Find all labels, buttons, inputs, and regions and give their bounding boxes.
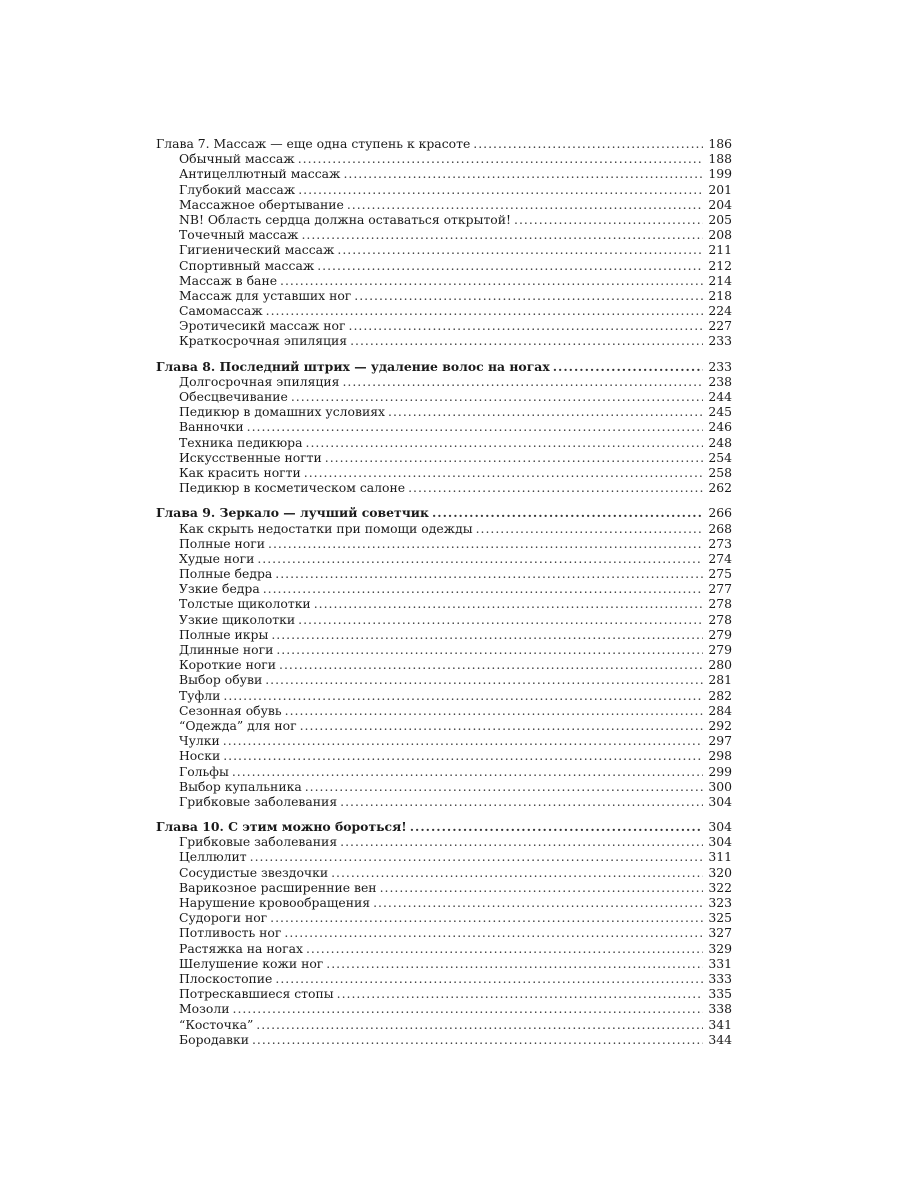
- entry-title: Точечный массаж: [179, 227, 299, 243]
- toc-entry-row: [156, 672, 732, 687]
- toc-entry-row: [156, 748, 732, 763]
- page-number: 274: [708, 550, 732, 566]
- dot-leader: [314, 596, 703, 611]
- page-number: 201: [708, 181, 732, 197]
- toc-entry-row: [156, 642, 732, 657]
- entry-title: Потливость ног: [179, 925, 282, 941]
- dot-leader: [233, 1001, 704, 1016]
- toc-chapter-group: [156, 819, 732, 1047]
- page-number: 297: [708, 733, 732, 749]
- dot-leader: [337, 242, 703, 257]
- dot-leader: [223, 688, 703, 703]
- entry-title: Нарушение кровообращения: [179, 895, 371, 910]
- page-number: 248: [708, 434, 732, 450]
- entry-title: Глубокий массаж: [179, 181, 296, 197]
- page-number: 188: [708, 151, 732, 167]
- page-number: 211: [708, 242, 732, 258]
- page-number: 338: [708, 1001, 732, 1017]
- dot-leader: [317, 258, 703, 273]
- toc-chapter-group: [156, 359, 732, 496]
- entry-title: Педикюр в косметическом салоне: [179, 480, 406, 496]
- toc-entry-row: [156, 1001, 732, 1016]
- entry-title: Полные бедра: [179, 566, 273, 582]
- dot-leader: [266, 303, 703, 318]
- page-number: 331: [708, 955, 732, 971]
- toc-entry-row: [156, 303, 732, 318]
- entry-title: NB! Область сердца должна оставаться открытой!: [179, 211, 511, 227]
- dot-leader: [343, 166, 703, 181]
- page-number: 278: [708, 596, 732, 612]
- dot-leader: [232, 764, 703, 779]
- dot-leader: [275, 566, 703, 581]
- dot-leader: [268, 536, 703, 551]
- toc-entry-row: [156, 627, 732, 642]
- page-number: 329: [708, 940, 732, 956]
- dot-leader: [432, 505, 703, 520]
- page-number: 323: [708, 895, 732, 910]
- dot-leader: [305, 779, 703, 794]
- page-number: 224: [708, 303, 732, 319]
- dot-leader: [271, 627, 703, 642]
- dot-leader: [252, 1032, 703, 1047]
- dot-leader: [476, 521, 703, 536]
- dot-leader: [263, 581, 703, 596]
- entry-title: Обычный массаж: [179, 151, 295, 167]
- toc-entry-row: [156, 212, 732, 227]
- entry-title: Мозоли: [179, 1001, 230, 1017]
- toc-entry-row: [156, 536, 732, 551]
- toc-entry-row: [156, 834, 732, 849]
- chapter-title: Глава 9. Зеркало — лучший советчик: [156, 505, 429, 521]
- toc-chapter-group: [156, 505, 732, 809]
- entry-title: Толстые щиколотки: [179, 596, 311, 612]
- entry-title: Плоскостопие: [179, 970, 273, 986]
- entry-title: Как скрыть недостатки при помощи одежды: [179, 520, 473, 536]
- page-number: 304: [708, 819, 732, 835]
- dot-leader: [280, 273, 703, 288]
- entry-title: Техника педикюра: [179, 434, 303, 450]
- dot-leader: [306, 435, 703, 450]
- dot-leader: [337, 986, 703, 1001]
- entry-title: Самомассаж: [179, 303, 263, 319]
- dot-leader: [298, 182, 703, 197]
- dot-leader: [265, 672, 703, 687]
- toc-entry-row: [156, 794, 732, 809]
- toc-entry-row: [156, 880, 732, 895]
- dot-leader: [284, 925, 703, 940]
- dot-leader: [279, 657, 703, 672]
- page-number: 238: [708, 373, 732, 389]
- entry-title: Эротичесикй массаж ног: [179, 318, 346, 334]
- toc-entry-row: [156, 182, 732, 197]
- entry-title: Выбор обуви: [179, 672, 263, 688]
- page-number: 199: [708, 166, 732, 182]
- entry-title: Глава 7. Массаж — еще одна ступень к красоте: [156, 136, 471, 151]
- entry-title: “Косточка”: [179, 1016, 254, 1032]
- table-of-contents: [156, 136, 732, 1047]
- page-number: 227: [708, 318, 732, 334]
- toc-entry-row: [156, 151, 732, 166]
- entry-title: Как красить ногти: [179, 464, 301, 480]
- entry-title: Варикозное расширенние вен: [179, 879, 377, 895]
- page-number: 246: [708, 419, 732, 435]
- page-number: 218: [708, 287, 732, 303]
- entry-title: Растяжка на ногах: [179, 940, 303, 956]
- toc-entry-row: [156, 971, 732, 986]
- entry-title: Худые ноги: [179, 550, 255, 566]
- page-number: 341: [708, 1016, 732, 1032]
- dot-leader: [380, 880, 703, 895]
- entry-title: Потрескавшиеся стопы: [179, 986, 334, 1002]
- dot-leader: [275, 971, 703, 986]
- dot-leader: [285, 703, 703, 718]
- dot-leader: [347, 197, 703, 212]
- dot-leader: [340, 794, 703, 809]
- toc-entry-row: [156, 288, 732, 303]
- entry-title: Туфли: [179, 687, 221, 703]
- entry-title: Спортивный массаж: [179, 257, 315, 273]
- page-number: 262: [708, 480, 732, 496]
- toc-entry-row: [156, 566, 732, 581]
- dot-leader: [291, 389, 703, 404]
- dot-leader: [325, 450, 703, 465]
- dot-leader: [276, 642, 703, 657]
- page-number: 300: [708, 778, 732, 794]
- entry-title: Ванночки: [179, 419, 244, 435]
- dot-leader: [473, 136, 703, 151]
- toc-entry-row: [156, 242, 732, 257]
- entry-title: Массаж в бане: [179, 272, 278, 288]
- toc-entry-row: [156, 419, 732, 434]
- page-number: 322: [708, 879, 732, 895]
- entry-title: Бородавки: [179, 1031, 249, 1047]
- toc-entry-row: [156, 596, 732, 611]
- page-number: 284: [708, 702, 732, 718]
- page-number: 233: [708, 358, 732, 374]
- chapter-heading-row: [156, 359, 732, 374]
- toc-entry-row: [156, 521, 732, 536]
- entry-title: “Одежда” для ног: [179, 717, 297, 733]
- toc-entry-row: [156, 657, 732, 672]
- entry-title: Искусственные ногти: [179, 449, 322, 465]
- toc-entry-row: [156, 941, 732, 956]
- page-number: 277: [708, 581, 732, 597]
- page-number: 299: [708, 763, 732, 779]
- toc-entry-row: [156, 136, 732, 151]
- page-number: 298: [708, 748, 732, 764]
- page-number: 275: [708, 566, 732, 582]
- dot-leader: [326, 956, 703, 971]
- toc-entry-row: [156, 986, 732, 1001]
- page-number: 244: [708, 389, 732, 404]
- page-number: 311: [708, 849, 732, 865]
- entry-title: Шелушение кожи ног: [179, 955, 324, 971]
- page-number: 266: [708, 505, 732, 521]
- dot-leader: [300, 718, 703, 733]
- dot-leader: [388, 404, 703, 419]
- entry-title: Выбор купальника: [179, 778, 302, 794]
- dot-leader: [349, 318, 704, 333]
- page-number: 214: [708, 272, 732, 288]
- toc-entry-row: [156, 273, 732, 288]
- dot-leader: [270, 910, 703, 925]
- toc-entry-row: [156, 450, 732, 465]
- dot-leader: [250, 849, 703, 864]
- page-number: 279: [708, 626, 732, 642]
- entry-title: Массаж для уставших ног: [179, 287, 352, 303]
- page-number: 273: [708, 535, 732, 551]
- toc-entry-row: [156, 910, 732, 925]
- page-number: 186: [708, 136, 732, 151]
- entry-title: Гигиенический массаж: [179, 242, 335, 258]
- dot-leader: [257, 551, 703, 566]
- dot-leader: [553, 359, 703, 374]
- page-number: 212: [708, 257, 732, 273]
- entry-title: Судороги ног: [179, 910, 268, 926]
- entry-title: Обесцвечивание: [179, 389, 288, 404]
- entry-title: Целлюлит: [179, 849, 247, 865]
- dot-leader: [301, 227, 703, 242]
- toc-entry-row: [156, 865, 732, 880]
- toc-entry-row: [156, 718, 732, 733]
- dot-leader: [223, 748, 703, 763]
- toc-entry-row: [156, 849, 732, 864]
- page-number: 268: [708, 520, 732, 536]
- toc-entry-row: [156, 465, 732, 480]
- toc-entry-row: [156, 688, 732, 703]
- dot-leader: [247, 419, 703, 434]
- page-number: 204: [708, 196, 732, 212]
- page-number: 344: [708, 1031, 732, 1047]
- toc-entry-row: [156, 374, 732, 389]
- dot-leader: [410, 819, 703, 834]
- toc-entry-row: [156, 925, 732, 940]
- toc-entry-row: [156, 956, 732, 971]
- toc-entry-row: [156, 1032, 732, 1047]
- page-number: 205: [708, 211, 732, 227]
- entry-title: Грибковые заболевания: [179, 834, 338, 850]
- page-number: 281: [708, 672, 732, 688]
- dot-leader: [408, 480, 703, 495]
- entry-title: Короткие ноги: [179, 657, 277, 673]
- toc-entry-row: [156, 318, 732, 333]
- chapter-title: Глава 10. С этим можно бороться!: [156, 819, 407, 835]
- toc-entry-row: [156, 389, 732, 404]
- dot-leader: [514, 212, 703, 227]
- dot-leader: [223, 733, 703, 748]
- entry-title: Антицеллютный массаж: [179, 166, 341, 182]
- page-number: 320: [708, 864, 732, 880]
- page-number: 304: [708, 793, 732, 809]
- toc-entry-row: [156, 764, 732, 779]
- toc-entry-row: [156, 435, 732, 450]
- dot-leader: [298, 612, 703, 627]
- entry-title: Сосудистые звездочки: [179, 864, 329, 880]
- entry-title: Чулки: [179, 733, 220, 749]
- page-number: 254: [708, 449, 732, 465]
- toc-entry-row: [156, 404, 732, 419]
- chapter-title: Глава 8. Последний штрих — удаление волос на ногах: [156, 358, 550, 374]
- toc-chapter-group: [156, 136, 732, 349]
- page-number: 282: [708, 687, 732, 703]
- toc-entry-row: [156, 333, 732, 348]
- entry-title: Полные ноги: [179, 535, 265, 551]
- page-number: 258: [708, 464, 732, 480]
- toc-entry-row: [156, 166, 732, 181]
- entry-title: Педикюр в домашних условиях: [179, 404, 386, 420]
- dot-leader: [350, 333, 703, 348]
- chapter-heading-row: [156, 505, 732, 520]
- dot-leader: [373, 895, 703, 910]
- page-number: 278: [708, 611, 732, 627]
- entry-title: Краткосрочная эпиляция: [179, 333, 348, 349]
- page-number: 292: [708, 717, 732, 733]
- entry-title: Узкие бедра: [179, 581, 260, 597]
- page-number: 280: [708, 657, 732, 673]
- toc-entry-row: [156, 703, 732, 718]
- dot-leader: [256, 1017, 703, 1032]
- entry-title: Долгосрочная эпиляция: [179, 373, 340, 389]
- dot-leader: [342, 374, 703, 389]
- entry-title: Гольфы: [179, 763, 229, 779]
- entry-title: Массажное обертывание: [179, 196, 344, 212]
- entry-title: Узкие щиколотки: [179, 611, 296, 627]
- page-number: 233: [708, 333, 732, 349]
- toc-entry-row: [156, 733, 732, 748]
- dot-leader: [304, 465, 703, 480]
- page-number: 279: [708, 642, 732, 657]
- toc-entry-row: [156, 895, 732, 910]
- toc-entry-row: [156, 612, 732, 627]
- toc-entry-row: [156, 258, 732, 273]
- toc-entry-row: [156, 1017, 732, 1032]
- toc-entry-row: [156, 551, 732, 566]
- page-number: 304: [708, 834, 732, 850]
- entry-title: Полные икры: [179, 626, 269, 642]
- chapter-heading-row: [156, 819, 732, 834]
- page-number: 208: [708, 227, 732, 243]
- toc-entry-row: [156, 480, 732, 495]
- dot-leader: [298, 151, 703, 166]
- toc-entry-row: [156, 779, 732, 794]
- dot-leader: [331, 865, 703, 880]
- page-number: 333: [708, 970, 732, 986]
- dot-leader: [306, 941, 703, 956]
- page-number: 335: [708, 986, 732, 1002]
- dot-leader: [340, 834, 703, 849]
- page-number: 245: [708, 404, 732, 420]
- entry-title: Грибковые заболевания: [179, 793, 338, 809]
- toc-entry-row: [156, 227, 732, 242]
- toc-entry-row: [156, 197, 732, 212]
- entry-title: Носки: [179, 748, 221, 764]
- page-number: 327: [708, 925, 732, 941]
- dot-leader: [354, 288, 703, 303]
- entry-title: Длинные ноги: [179, 642, 274, 657]
- toc-entry-row: [156, 581, 732, 596]
- page-number: 325: [708, 910, 732, 926]
- entry-title: Сезонная обувь: [179, 702, 282, 718]
